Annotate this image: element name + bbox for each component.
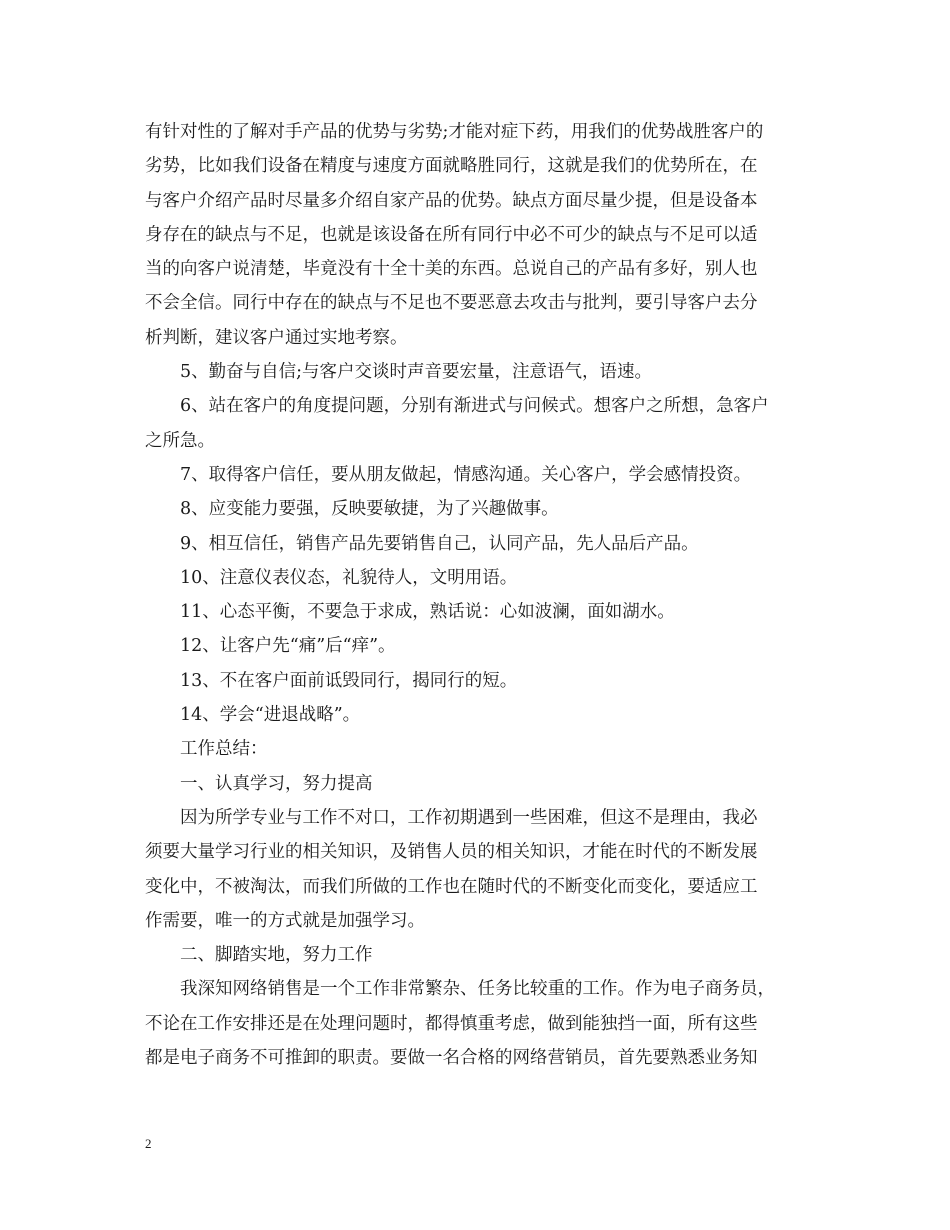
- text-line: 7、取得客户信任，要从朋友做起，情感沟通。关心客户，学会感情投资。: [145, 464, 752, 485]
- text-line: 须要大量学习行业的相关知识，及销售人员的相关知识，才能在时代的不断发展: [145, 842, 758, 863]
- page-number: 2: [145, 1136, 152, 1151]
- text-line: 之所急。: [145, 430, 215, 451]
- text-line: 身存在的缺点与不足，也就是该设备在所有同行中必不可少的缺点与不足可以适: [145, 224, 758, 245]
- text-line: 8、应变能力要强，反映要敏捷，为了兴趣做事。: [145, 499, 559, 520]
- text-line: 二、脚踏实地，努力工作: [145, 945, 373, 966]
- text-line: 12、让客户先“痛”后“痒”。: [145, 636, 396, 657]
- text-line: 5、勤奋与自信;与客户交谈时声音要宏量，注意语气，语速。: [145, 362, 653, 383]
- text-line: 有针对性的了解对手产品的优势与劣势;才能对症下药，用我们的优势战胜客户的: [145, 122, 764, 142]
- text-line: 因为所学专业与工作不对口，工作初期遇到一些困难，但这不是理由，我必: [145, 807, 758, 828]
- document-body: [145, 115, 810, 1075]
- text-line: 与客户介绍产品时尽量多介绍自家产品的优势。缺点方面尽量少提，但是设备本: [145, 190, 758, 211]
- text-line: 不论在工作安排还是在处理问题时，都得慎重考虑，做到能独挡一面，所有这些: [145, 1013, 758, 1034]
- text-line: 不会全信。同行中存在的缺点与不足也不要恶意去攻击与批判，要引导客户去分: [145, 293, 758, 314]
- text-line: 10、注意仪表仪态，礼貌待人，文明用语。: [145, 567, 518, 588]
- text-line: 当的向客户说清楚，毕竟没有十全十美的东西。总说自己的产品有多好，别人也: [145, 259, 758, 280]
- text-block: [145, 115, 810, 1075]
- text-line: 工作总结：: [145, 739, 268, 760]
- text-line: 6、站在客户的角度提问题，分别有渐进式与问候式。想客户之所想，急客户: [145, 396, 769, 417]
- text-line: 析判断，建议客户通过实地考察。: [145, 327, 408, 348]
- text-line: 9、相互信任，销售产品先要销售自己，认同产品，先人品后产品。: [145, 533, 699, 554]
- text-line: 我深知网络销售是一个工作非常繁杂、任务比较重的工作。作为电子商务员，: [145, 979, 775, 1000]
- text-line: 劣势，比如我们设备在精度与速度方面就略胜同行，这就是我们的优势所在，在: [145, 156, 758, 177]
- text-line: 作需要，唯一的方式就是加强学习。: [145, 910, 425, 931]
- text-line: 都是电子商务不可推卸的职责。要做一名合格的网络营销员，首先要熟悉业务知: [145, 1048, 758, 1069]
- text-line: 11、心态平衡，不要急于求成，熟话说：心如波澜，面如湖水。: [145, 602, 675, 623]
- text-line: 14、学会“进退战略”。: [145, 705, 361, 726]
- text-line: 变化中，不被淘汰，而我们所做的工作也在随时代的不断变化而变化，要适应工: [145, 876, 758, 897]
- text-line: 一、认真学习，努力提高: [145, 773, 373, 794]
- text-line: 13、不在客户面前诋毁同行，揭同行的短。: [145, 670, 518, 691]
